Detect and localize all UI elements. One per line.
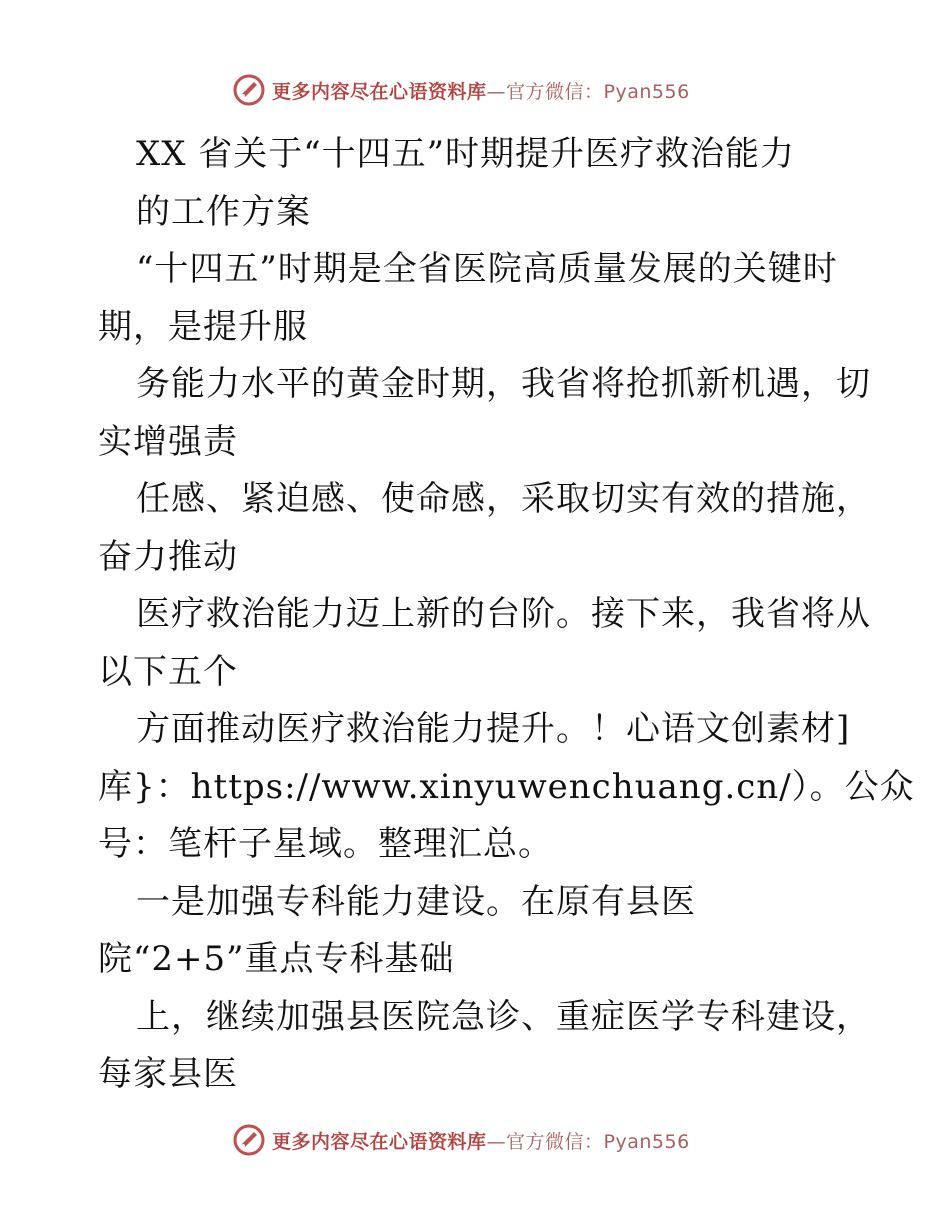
paragraph-line: 期，是提升服 bbox=[98, 306, 308, 347]
document-body bbox=[98, 126, 915, 1104]
paragraph-line: 每家县医 bbox=[98, 1054, 238, 1094]
watermark-text bbox=[272, 1127, 690, 1154]
watermark-contact: 官方微信：Pyan556 bbox=[506, 1130, 690, 1153]
paragraph-line: 号：笔杆子星域。整理汇总。 bbox=[98, 824, 553, 864]
paragraph-line: 上，继续加强县医院急诊、重症医学专科建设， bbox=[136, 996, 871, 1037]
brand-logo-icon bbox=[232, 1123, 266, 1157]
paragraph-line-url: 库}：https://www.xinyuwenchuang.cn/）。公众 bbox=[98, 766, 915, 807]
brand-logo-icon bbox=[232, 73, 266, 107]
paragraph-line: 一是加强专科能力建设。在原有县医 bbox=[136, 881, 696, 922]
paragraph-line: 奋力推动 bbox=[98, 536, 238, 577]
watermark-text bbox=[272, 77, 690, 104]
paragraph-line: 医疗救治能力迈上新的台阶。接下来，我省将从 bbox=[136, 594, 871, 634]
watermark-top bbox=[232, 70, 752, 110]
paragraph-line: “十四五”时期是全省医院高质量发展的关键时 bbox=[136, 249, 838, 289]
paragraph-line: 以下五个 bbox=[98, 651, 238, 692]
title-line-1: XX 省关于“十四五”时期提升医疗救治能力 bbox=[136, 134, 795, 174]
watermark-brand: 更多内容尽在心语资料库 bbox=[272, 1130, 487, 1153]
watermark-dash: — bbox=[486, 1130, 507, 1153]
title-line-2: 的工作方案 bbox=[136, 191, 311, 232]
watermark-contact: 官方微信：Pyan556 bbox=[506, 80, 690, 103]
paragraph-line: 方面推动医疗救治能力提升。！心语文创素材] bbox=[136, 709, 851, 749]
watermark-dash: — bbox=[486, 80, 507, 103]
paragraph-line: 任感、紧迫感、使命感，采取切实有效的措施， bbox=[136, 479, 871, 519]
paragraph-line: 实增强责 bbox=[98, 421, 238, 462]
paragraph-line: 院“2+5”重点专科基础 bbox=[98, 939, 455, 979]
watermark-bottom bbox=[232, 1120, 752, 1160]
paragraph-line: 务能力水平的黄金时期，我省将抢抓新机遇，切 bbox=[136, 364, 871, 404]
watermark-brand: 更多内容尽在心语资料库 bbox=[272, 80, 487, 103]
